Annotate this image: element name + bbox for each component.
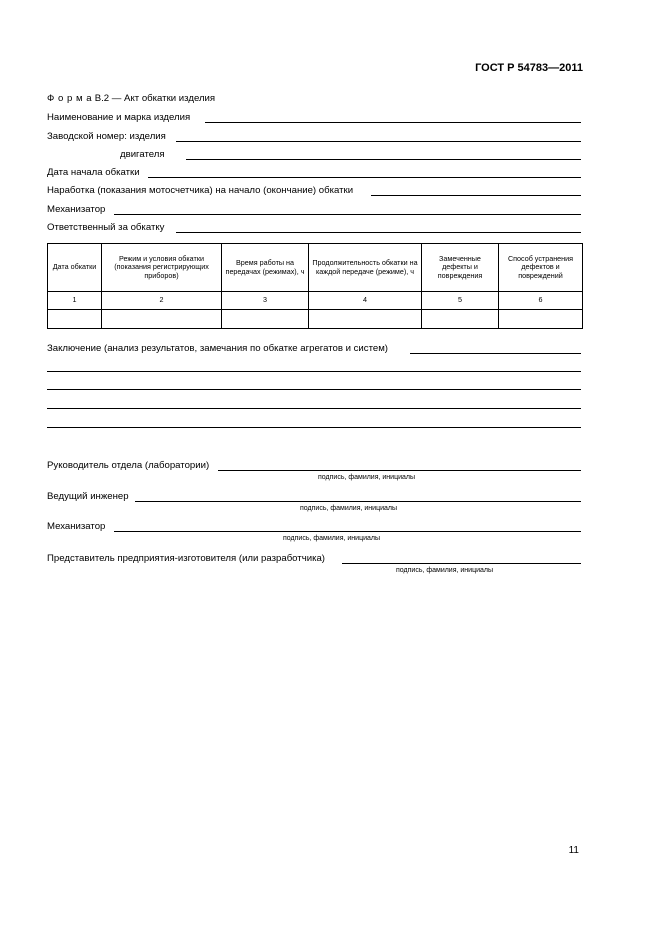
- table-row: [48, 310, 583, 329]
- field-mechanic-line[interactable]: [114, 214, 581, 215]
- conclusion-line-3[interactable]: [47, 389, 581, 390]
- signature-lead-engineer-label: Ведущий инженер: [47, 491, 129, 502]
- signature-representative-line[interactable]: [342, 563, 581, 564]
- table-cell[interactable]: [222, 310, 309, 329]
- field-mechanic-label: Механизатор: [47, 204, 106, 215]
- form-title-rest: В.2 — Акт обкатки изделия: [94, 93, 216, 104]
- field-responsible-label: Ответственный за обкатку: [47, 222, 165, 233]
- signature-head-label: Руководитель отдела (лаборатории): [47, 460, 210, 471]
- field-start-date-line[interactable]: [148, 177, 581, 178]
- conclusion-line-4[interactable]: [47, 408, 581, 409]
- run-in-table: [47, 243, 583, 329]
- signature-lead-engineer-caption: подпись, фамилия, инициалы: [300, 505, 398, 512]
- table-cell[interactable]: [499, 310, 583, 329]
- table-number-row: [48, 292, 583, 310]
- signature-representative-label: Представитель предприятия-изготовителя (или разработчика): [47, 553, 326, 564]
- table-header-cell: Продолжительность обкатки на каждой передаче (режиме), ч: [309, 244, 422, 292]
- form-title-prefix: Ф о р м а: [47, 93, 93, 104]
- table-header-cell: Дата обкатки: [48, 244, 102, 292]
- field-name-line[interactable]: [205, 122, 581, 123]
- field-responsible-line[interactable]: [176, 232, 581, 233]
- signature-mechanic-line[interactable]: [114, 531, 581, 532]
- signature-lead-engineer-line[interactable]: [135, 501, 581, 502]
- table-number-cell: 5: [422, 292, 499, 310]
- page-number: 11: [568, 845, 579, 856]
- table-cell[interactable]: [422, 310, 499, 329]
- standard-number: ГОСТ Р 54783—2011: [475, 62, 583, 74]
- field-serial-product-line[interactable]: [176, 141, 581, 142]
- field-name-label: Наименование и марка изделия: [47, 112, 191, 123]
- table-header-cell: Способ устранения дефектов и повреждений: [499, 244, 583, 292]
- field-serial-product-label: Заводской номер: изделия: [47, 131, 166, 142]
- field-operating-time-line[interactable]: [371, 195, 581, 196]
- field-serial-engine-line[interactable]: [186, 159, 581, 160]
- signature-head-line[interactable]: [218, 470, 581, 471]
- field-serial-engine-label: двигателя: [120, 149, 165, 160]
- table-number-cell: 2: [102, 292, 222, 310]
- signature-representative-caption: подпись, фамилия, инициалы: [396, 567, 494, 574]
- table-number-cell: 4: [309, 292, 422, 310]
- field-operating-time-label: Наработка (показания мотосчетчика) на начало (окончание) обкатки: [47, 185, 354, 196]
- table-header-row: [48, 244, 583, 292]
- table-number-cell: 6: [499, 292, 583, 310]
- table-cell[interactable]: [309, 310, 422, 329]
- table-cell[interactable]: [48, 310, 102, 329]
- table-number-cell: 1: [48, 292, 102, 310]
- form-title: [47, 93, 215, 104]
- conclusion-line-2[interactable]: [47, 371, 581, 372]
- field-start-date-label: Дата начала обкатки: [47, 167, 140, 178]
- table-header-cell: Режим и условия обкатки (показания регистрирующих приборов): [102, 244, 222, 292]
- conclusion-label: Заключение (анализ результатов, замечания по обкатке агрегатов и систем): [47, 343, 388, 354]
- table-header-cell: Время работы на передачах (режимах), ч: [222, 244, 309, 292]
- conclusion-line-5[interactable]: [47, 427, 581, 428]
- signature-head-caption: подпись, фамилия, инициалы: [318, 474, 416, 481]
- table-cell[interactable]: [102, 310, 222, 329]
- signature-mechanic-caption: подпись, фамилия, инициалы: [283, 535, 381, 542]
- conclusion-line-1[interactable]: [410, 353, 581, 354]
- table-header-cell: Замеченные дефекты и повреждения: [422, 244, 499, 292]
- table-number-cell: 3: [222, 292, 309, 310]
- signature-mechanic-label: Механизатор: [47, 521, 106, 532]
